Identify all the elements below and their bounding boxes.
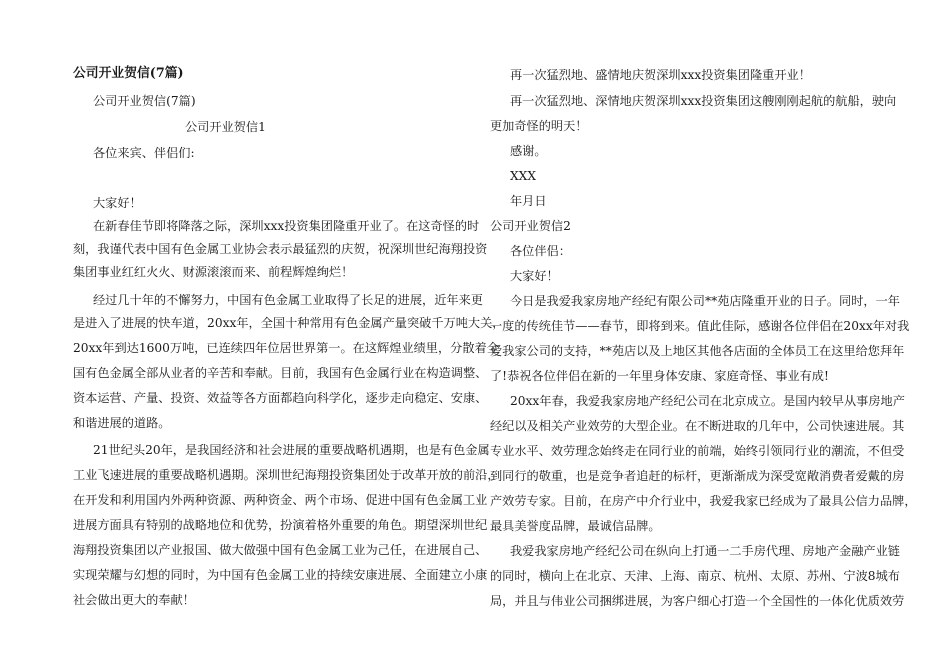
paragraph-line: 实现荣耀与幻想的同时，为中国有色金属工业的持续安康进展、全面建立小康 xyxy=(73,568,488,582)
paragraph-line: 工业飞速进展的重要战略机遇期。深圳世纪海翔投资集团处于改革开放的前沿， xyxy=(73,468,500,482)
paragraph-line: 在开发和利用国内外两种资源、两种资金、两个市场、促进中国有色金属工业 xyxy=(73,493,488,507)
paragraph-line: 21世纪头20年，是我国经济和社会进展的重要战略机遇期，也是有色金属 xyxy=(93,443,490,457)
paragraph-line: 经过几十年的不懈努力，中国有色金属工业取得了长足的进展，近年来更 xyxy=(93,293,483,307)
paragraph-line: 进展方面具有特别的战略地位和优势，扮演着格外重要的角色。期望深圳世纪 xyxy=(73,518,488,532)
paragraph-line: 了!恭祝各位伴侣在新的一年里身体安康、家庭奇怪、事业有成! xyxy=(490,369,829,383)
paragraph-line: 是进入了进展的快车道，20xx年，全国十种常用有色金属产量突破千万吨大关， xyxy=(73,316,505,330)
paragraph-line: 20xx年春，我爱我家房地产经纪公司在北京成立。是国内较早从事房地产 xyxy=(510,394,905,408)
thanks: 感谢。 xyxy=(510,144,547,158)
paragraph-line: 集团事业红红火火、财源滚滚而来、前程辉煌绚烂！ xyxy=(73,265,354,279)
signature: XXX xyxy=(510,169,537,183)
subtitle: 公司开业贺信(7篇) xyxy=(93,94,196,108)
paragraph-line: 刻，我谨代表中国有色金属工业协会表示最猛烈的庆贺，祝深圳世纪海翔投资 xyxy=(73,242,488,256)
greeting: 大家好！ xyxy=(93,196,142,210)
paragraph-line: 最具美誉度品牌，最诚信品牌。 xyxy=(490,519,661,533)
paragraph-line: 再一次猛烈地、深情地庆贺深圳xxx投资集团这艘刚刚起航的航船，驶向 xyxy=(510,94,897,108)
paragraph-line: 产效劳专家。目前，在房产中介行业中，我爱我家已经成为了最具公信力品牌， xyxy=(490,494,917,508)
paragraph-line: 专业水平、效劳理念始终走在同行业的前端，始终引领同行业的潮流，不但受 xyxy=(490,444,905,458)
paragraph-line: 今日是我爱我家房地产经纪有限公司**苑店隆重开业的日子。同时，一年 xyxy=(510,294,900,308)
paragraph-line: 再一次猛烈地、盛情地庆贺深圳xxx投资集团隆重开业！ xyxy=(510,68,811,82)
paragraph-line: 爱我家公司的支持，**苑店以及上地区其他各店面的全体员工在这里给您拜年 xyxy=(490,344,905,358)
paragraph-line: 到同行的敬重，也是竞争者追赶的标杆，更渐渐成为深受宽敞消费者爱戴的房 xyxy=(490,469,905,483)
paragraph-line: 资本运营、产量、投资、效益等各方面都趋向科学化，逐步走向稳定、安康、 xyxy=(73,391,488,405)
paragraph-line: 我爱我家房地产经纪公司在纵向上打通一二手房代理、房地产金融产业链 xyxy=(510,544,900,558)
paragraph-line: 更加奇怪的明天！ xyxy=(490,119,588,133)
paragraph-line: 经纪以及相关产业效劳的大型企业。在不断进取的几年中，公司快速进展。其 xyxy=(490,419,905,433)
paragraph-line: 社会做出更大的奉献！ xyxy=(73,593,195,607)
salutation: 各位来宾、伴侣们: xyxy=(93,146,195,160)
greeting-2: 大家好！ xyxy=(510,269,559,283)
paragraph-line: 局，并且与伟业公司捆绑进展，为客户细心打造一个全国性的一体化优质效劳 xyxy=(490,594,905,608)
salutation-2: 各位伴侣： xyxy=(510,244,571,258)
letter-heading-1: 公司开业贺信1 xyxy=(185,120,266,134)
paragraph-line: 海翔投资集团以产业报国、做大做强中国有色金属工业为己任，在进展自己、 xyxy=(73,543,488,557)
paragraph-line: 一度的传统佳节——春节，即将到来。值此佳际，感谢各位伴侣在20xx年对我 xyxy=(490,319,910,333)
paragraph-line: 在新春佳节即将降落之际，深圳xxx投资集团隆重开业了。在这奇怪的时 xyxy=(93,219,480,233)
letter-heading-2: 公司开业贺信2 xyxy=(490,219,571,233)
document-title: 公司开业贺信(7篇) xyxy=(73,66,184,81)
paragraph-line: 和谐进展的道路。 xyxy=(73,416,171,430)
paragraph-line: 的同时，横向上在北京、天津、上海、南京、杭州、太原、苏州、宁波8城布 xyxy=(490,569,900,583)
date-line: 年月日 xyxy=(510,194,547,208)
paragraph-line: 国有色金属全部从业者的辛苦和奉献。目前，我国有色金属行业在构造调整、 xyxy=(73,366,488,380)
paragraph-line: 20xx年到达1600万吨，已连续四年位居世界第一。在这辉煌业绩里，分散着全 xyxy=(73,341,499,355)
